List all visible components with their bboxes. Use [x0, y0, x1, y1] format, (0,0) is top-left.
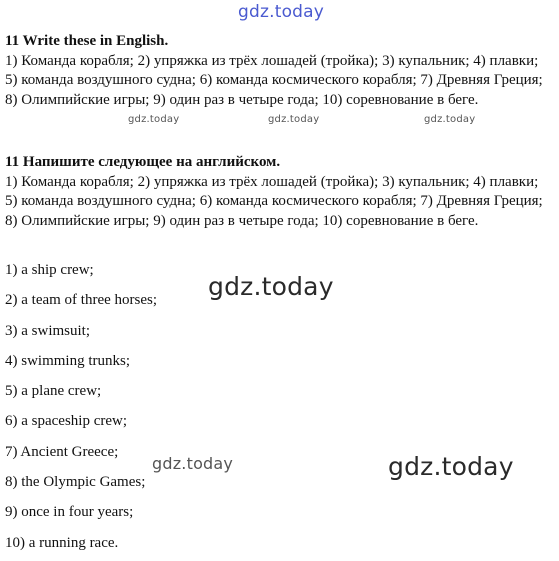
watermark-big-1: gdz.today — [208, 272, 334, 301]
answer-item-1: 1) a ship crew; — [5, 262, 94, 278]
answer-item-8: 8) the Olympic Games; — [5, 474, 146, 491]
task-russian-title: 11 Напишите следующее на английском. — [5, 154, 281, 170]
task-russian-block — [5, 153, 550, 231]
answer-item-6: 6) a spaceship crew; — [5, 413, 128, 430]
answer-item-5: 5) a plane crew; — [5, 383, 102, 400]
answer-item-2: 2) a team of three horses; — [5, 292, 158, 309]
answer-item-3: 3) a swimsuit; — [5, 322, 90, 339]
answer-item-7: 7) Ancient Greece; — [5, 443, 119, 460]
watermark-small-4: gdz.today — [152, 454, 234, 473]
task-russian-body: 1) Команда корабля; 2) упряжка из трёх лошадей (тройка); 3) купальник; 4) плавки; 5) команда воздушного судна; 6) команда космического корабля; 7) Древняя Греция; 8) Олимпийские игры; 9) один раз в четыре года; 10) соревнование в беге. — [5, 173, 543, 229]
watermark-big-2: gdz.today — [388, 452, 514, 481]
watermark-small-1: gdz.today — [128, 114, 180, 125]
watermark-small-2: gdz.today — [268, 114, 320, 125]
task-english-body: 1) Команда корабля; 2) упряжка из трёх лошадей (тройка); 3) купальник; 4) плавки; 5) команда воздушного судна; 6) команда космического корабля; 7) Древняя Греция; 8) Олимпийские игры; 9) один раз в четыре года; 10) соревнование в беге. — [5, 52, 543, 108]
answer-item-4: 4) swimming trunks; — [5, 352, 131, 369]
watermark-top: gdz.today — [238, 2, 325, 22]
answer-item-9: 9) once in four years; — [5, 504, 134, 521]
task-english-title: 11 Write these in English. — [5, 33, 169, 49]
answer-list — [5, 258, 157, 561]
task-english-block — [5, 32, 550, 110]
answer-item-10: 10) a running race. — [5, 534, 119, 551]
watermark-small-3: gdz.today — [424, 114, 476, 125]
